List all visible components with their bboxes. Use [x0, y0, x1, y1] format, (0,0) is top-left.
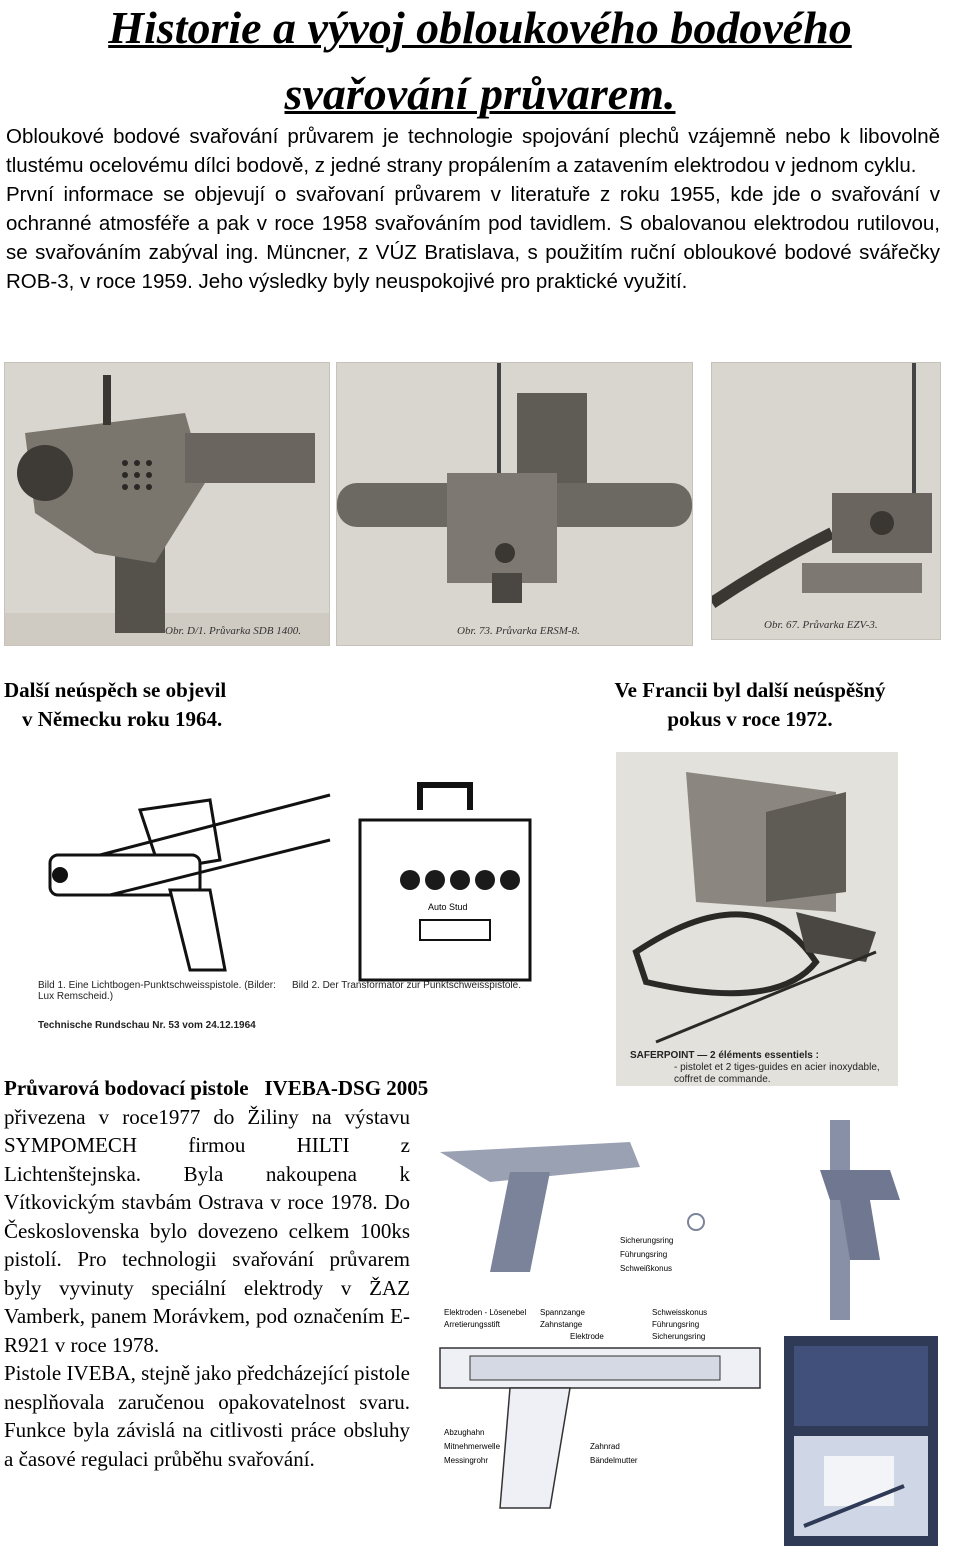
iveba-gun-photo-1 [430, 1112, 716, 1284]
diagram-label-h: Sicherungsring [652, 1332, 706, 1341]
diagram-label-f: Schweisskonus [652, 1308, 708, 1317]
intro-text [6, 122, 940, 296]
diagram-label-l: Zahnrad [590, 1442, 620, 1451]
iveba-paragraph-1: přivezena v roce1977 do Žiliny na výstavu SYMPOMECH firmou HILTI z Lichtenštejnska. Byla nakoupena k Vítkovickým stavbám Ostrava v roce 1978. Do Československa bylo dovezeno celkem 100ks pistolí. Pro technologii svařování průvarem byly vyvinuty speciální elektrody v ŽAZ Vamberk, panem Morávkem, pod označením E-R921 v roce 1978. [4, 1104, 410, 1357]
diagram-label-k: Messingrohr [444, 1456, 489, 1465]
iveba-paragraph-2: Pistole IVEBA, stejně jako předcházející pistole nesplňovala zaručenou opakovatelnost svaru. Funkce byla závislá na citlivosti práce obsluhy a časové regulaci průběhu svařování. [4, 1361, 410, 1471]
germany-caption-1: Bild 1. Eine Lichtbogen-Punktschweisspistole. (Bilder: Lux Remscheid.) [38, 980, 276, 1002]
photo-caption-2: Obr. 73. Průvarka ERSM-8. [457, 625, 580, 637]
diagram-label-d: Zahnstange [540, 1320, 583, 1329]
intro-paragraph-1: Obloukové bodové svařování průvarem je technologie spojování plechů vzájemně nebo k libovolně tlustému ocelovému dílci bodově, z jedné strany propálením a zatavením elektrodou v jednom cyklu. [6, 125, 940, 177]
diagram-label-a: Elektroden - Lösenebel [444, 1308, 527, 1317]
france-heading [570, 676, 930, 734]
germany-caption-2: Bild 2. Der Transformator zur Punktschweisspistole. [292, 980, 521, 991]
page-title-line1: Historie a vývoj obloukového bodového [108, 2, 852, 53]
diagram-label-i: Abzughahn [444, 1428, 485, 1437]
france-heading-line2: pokus v roce 1972. [667, 707, 833, 731]
france-heading-line1: Ve Francii byl další neúspěšný [614, 678, 886, 702]
germany-illustration [30, 770, 550, 1040]
france-caption-line3: coffret de commande. [674, 1074, 771, 1085]
france-illustration [616, 752, 898, 1086]
intro-paragraph-2: První informace se objevují o svařovaní průvarem v literatuře z roku 1955, kde jde o svařování v ochranné atmosféře a pak v roce 1958 svařováním pod tavidlem. S obalovanou elektrodou rutilovou, se svařováním zabýval ing. Müncner, z VÚZ Bratislava, s použitím ruční obloukové bodové svářečky ROB-3, v roce 1959. Jeho výsledky byly neuspokojivé pro praktické využití. [6, 183, 940, 293]
iveba-heading: Průvarová bodovací pistole IVEBA-DSG 2005 [4, 1076, 429, 1100]
germany-source: Technische Rundschau Nr. 53 vom 24.12.1964 [38, 1020, 256, 1031]
germany-heading-line2: v Německu roku 1964. [22, 707, 223, 731]
ring-label-1: Sicherungsring [620, 1236, 674, 1245]
iveba-case-photo [784, 1336, 938, 1546]
france-caption-line2: - pistolet et 2 tiges-guides en acier inoxydable, [674, 1062, 880, 1073]
photo-ersm-8 [336, 362, 693, 646]
diagram-label-c: Spannzange [540, 1308, 585, 1317]
ring-label-2: Führungsring [620, 1250, 668, 1259]
iveba-section [4, 1074, 429, 1473]
ring-label-3: Schweißkonus [620, 1264, 673, 1273]
transformer-panel-text: Auto Stud [428, 902, 468, 912]
france-caption-line1: SAFERPOINT — 2 éléments essentiels : [630, 1050, 819, 1061]
germany-heading [4, 676, 274, 734]
photo-sdb-1400 [4, 362, 330, 646]
diagram-label-m: Bändelmutter [590, 1456, 638, 1465]
photo-caption-1: Obr. D/1. Průvarka SDB 1400. [165, 625, 301, 637]
diagram-label-g: Führungsring [652, 1320, 700, 1329]
page-title-line2: svařování průvarem. [284, 68, 676, 119]
diagram-label-j: Mitnehmerwelle [444, 1442, 501, 1451]
photo-caption-3: Obr. 67. Průvarka EZV-3. [764, 619, 878, 631]
diagram-label-e: Elektrode [570, 1332, 604, 1341]
iveba-gun-photo-2 [800, 1110, 920, 1326]
photo-ezv-3 [711, 362, 941, 640]
germany-heading-line1: Další neúspěch se objevil [4, 678, 227, 702]
diagram-label-b: Arretierungsstift [444, 1320, 501, 1329]
iveba-cross-section-diagram [430, 1308, 790, 1546]
